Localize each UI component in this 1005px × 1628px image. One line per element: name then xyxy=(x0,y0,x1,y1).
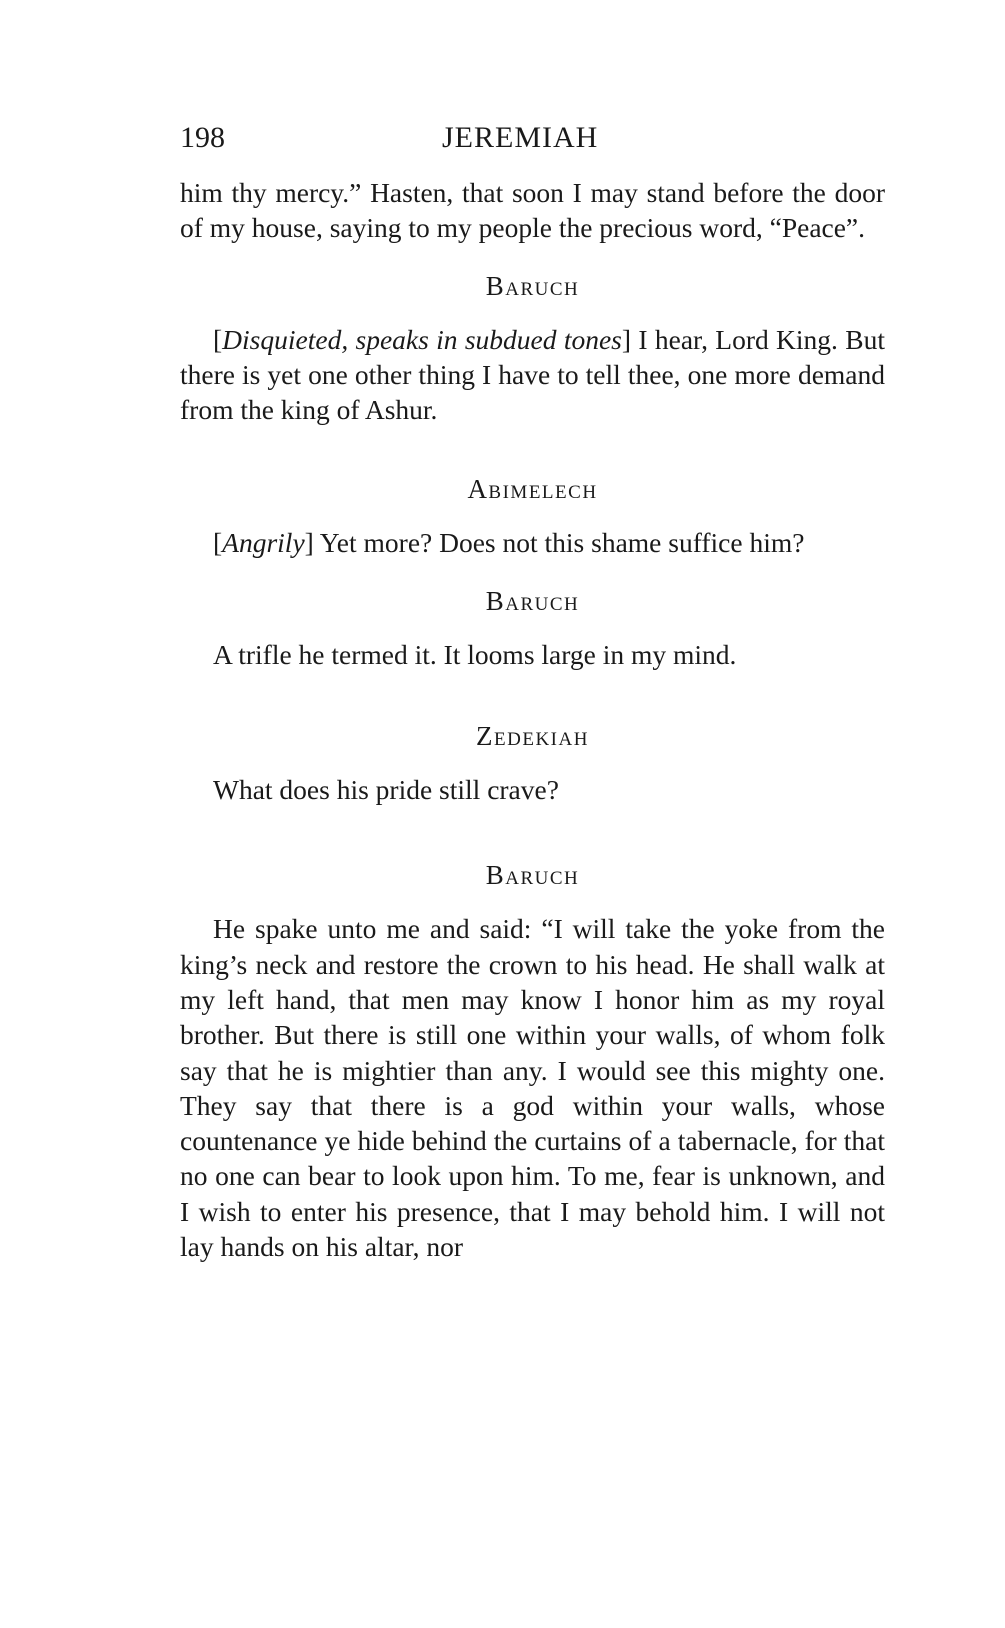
speech-paragraph: A trifle he termed it. It looms large in my mind. xyxy=(213,638,737,670)
speech-paragraph xyxy=(180,525,885,560)
speaker-name: Baruch xyxy=(485,585,580,616)
speech-text: I hear, Lord King. But there is yet one other thing I have to tell thee, one more demand from the king of Ashur. xyxy=(180,323,885,426)
running-head xyxy=(180,118,885,158)
body-text xyxy=(180,175,885,1264)
bracket-open: [ xyxy=(213,527,223,559)
speech-text: Yet more? Does not this shame suffice him? xyxy=(313,527,805,559)
running-title: JEREMIAH xyxy=(442,121,599,154)
stage-direction: Angrily xyxy=(222,527,305,559)
speaker-name: Abimelech xyxy=(467,474,598,505)
bracket-close: ] xyxy=(304,527,314,559)
bracket-open: [ xyxy=(213,323,223,355)
speaker-name: Baruch xyxy=(485,860,580,891)
continuation-paragraph: him thy mercy.” Hasten, that soon I may stand before the door of my house, saying to my people the precious word, “Peace”. xyxy=(180,177,885,244)
speech-paragraph: He spake unto me and said: “I will take the yoke from the king’s neck and restore the crown to his head. He shall walk at my left hand, that men may know I honor him as my royal brother. But there is still one within your walls, of whom folk say that he is mightier than any. I would see this mighty one. They say that there is a god within your walls, whose countenance ye hide behind the curtains of a tabernacle, for that no one can bear to look upon him. To me, fear is unknown, and I wish to enter his presence, that I may behold him. I will not lay hands on his altar, nor xyxy=(180,913,885,1263)
speaker-name: Zedekiah xyxy=(476,721,589,752)
speech-paragraph xyxy=(180,322,885,428)
speaker-name: Baruch xyxy=(485,270,580,301)
page-number: 198 xyxy=(180,121,225,154)
speech-paragraph: What does his pride still crave? xyxy=(213,774,559,806)
stage-direction: Disquieted, speaks in subdued tones xyxy=(222,323,622,355)
bracket-close: ] xyxy=(621,323,632,355)
